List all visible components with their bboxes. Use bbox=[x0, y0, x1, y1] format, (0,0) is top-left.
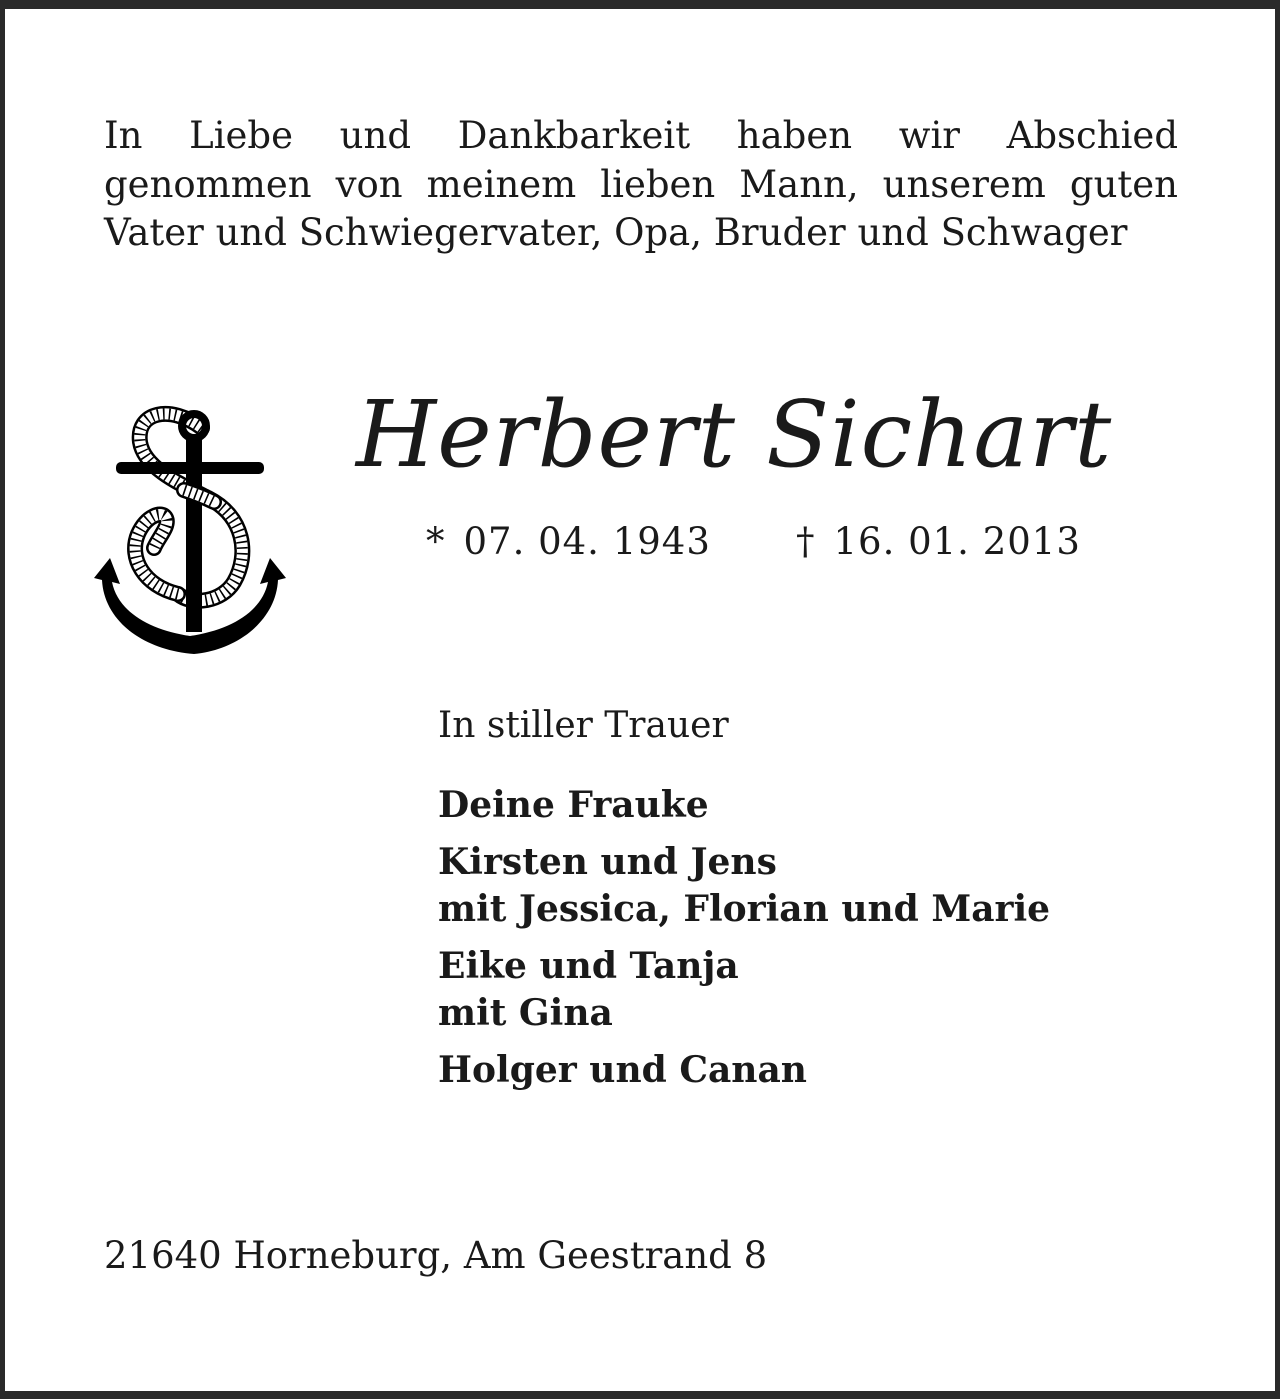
intro-line: In Liebe und Dankbarkeit haben wir Abschied bbox=[104, 114, 1178, 157]
birth-date bbox=[426, 518, 711, 566]
intro-line: Vater und Schwiegervater, Opa, Bruder und Schwager bbox=[104, 211, 1128, 254]
mourners-list bbox=[438, 782, 1050, 1104]
mourner-line: Deine Frauke bbox=[438, 784, 709, 826]
death-symbol: † bbox=[796, 520, 816, 563]
mourner-group bbox=[438, 943, 1050, 1037]
birth-symbol: * bbox=[426, 520, 446, 563]
mourner-line: Holger und Canan bbox=[438, 1049, 807, 1091]
mourner-group bbox=[438, 1047, 1050, 1094]
mourner-group bbox=[438, 782, 1050, 829]
anchor-icon bbox=[84, 398, 296, 656]
mourner-line: mit Gina bbox=[438, 992, 613, 1034]
deceased-name: Herbert Sichart bbox=[356, 381, 1113, 488]
death-date bbox=[796, 518, 1081, 566]
mourner-line: Eike und Tanja bbox=[438, 945, 739, 987]
address: 21640 Horneburg, Am Geestrand 8 bbox=[104, 1234, 768, 1277]
mourner-group bbox=[438, 839, 1050, 933]
mourning-heading: In stiller Trauer bbox=[438, 705, 729, 746]
death-date-value: 16. 01. 2013 bbox=[833, 520, 1081, 563]
intro-text bbox=[104, 112, 1178, 258]
intro-line: genommen von meinem lieben Mann, unserem guten bbox=[104, 162, 1178, 206]
mourner-line: Kirsten und Jens bbox=[438, 841, 777, 883]
birth-date-value: 07. 04. 1943 bbox=[463, 520, 711, 563]
mourner-line: mit Jessica, Florian und Marie bbox=[438, 888, 1051, 930]
